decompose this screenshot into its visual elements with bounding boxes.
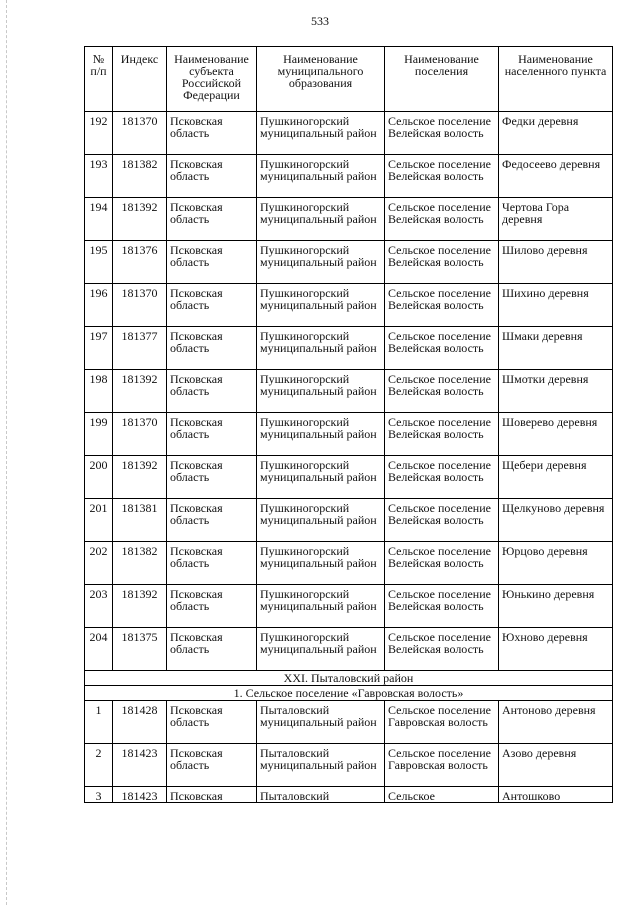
scan-edge-line — [6, 0, 8, 905]
cell-municipality: Пыталовский муниципальный район — [257, 701, 385, 744]
cell-subject: Псковская область — [167, 701, 257, 744]
cell-municipality: Пушкиногорский муниципальный район — [257, 628, 385, 671]
cell-index: 181370 — [113, 413, 167, 456]
cell-num: 2 — [85, 744, 113, 787]
cell-municipality: Пушкиногорский муниципальный район — [257, 284, 385, 327]
cell-municipality: Пушкиногорский муниципальный район — [257, 456, 385, 499]
cell-subject: Псковская область — [167, 585, 257, 628]
cell-settlement: Сельское — [385, 787, 499, 803]
cell-settlement: Сельское поселение Велейская волость — [385, 327, 499, 370]
cell-index: 181423 — [113, 744, 167, 787]
cell-municipality: Пушкиногорский муниципальный район — [257, 241, 385, 284]
cell-index: 181370 — [113, 284, 167, 327]
table-header-row — [85, 47, 613, 112]
section-row-district — [85, 671, 613, 686]
cell-subject: Псковская область — [167, 284, 257, 327]
cell-index: 181392 — [113, 370, 167, 413]
cell-locality: Антоново деревня — [499, 701, 613, 744]
cell-settlement: Сельское поселение Велейская волость — [385, 542, 499, 585]
cell-subject: Псковская область — [167, 112, 257, 155]
cell-subject: Псковская — [167, 787, 257, 803]
cell-num: 198 — [85, 370, 113, 413]
cell-settlement: Сельское поселение Велейская волость — [385, 284, 499, 327]
cell-index: 181381 — [113, 499, 167, 542]
cell-num: 193 — [85, 155, 113, 198]
cell-locality: Федосеево деревня — [499, 155, 613, 198]
section-settlement-title: 1. Сельское поселение «Гавровская волость» — [85, 686, 613, 701]
cell-index: 181392 — [113, 585, 167, 628]
header-num: № п/п — [85, 47, 113, 112]
table-body-velei — [85, 112, 613, 671]
cell-municipality: Пушкиногорский муниципальный район — [257, 585, 385, 628]
table-row — [85, 112, 613, 155]
cell-locality: Чертова Гора деревня — [499, 198, 613, 241]
cell-settlement: Сельское поселение Гавровская волость — [385, 701, 499, 744]
table-section-headers — [85, 671, 613, 701]
cell-subject: Псковская область — [167, 413, 257, 456]
cell-subject: Псковская область — [167, 499, 257, 542]
header-municipality: Наименование муниципального образования — [257, 47, 385, 112]
cell-num: 202 — [85, 542, 113, 585]
table-row — [85, 284, 613, 327]
cell-num: 195 — [85, 241, 113, 284]
table-row — [85, 198, 613, 241]
cell-locality: Шмотки деревня — [499, 370, 613, 413]
cell-locality: Федки деревня — [499, 112, 613, 155]
cell-num: 196 — [85, 284, 113, 327]
table-row — [85, 701, 613, 744]
table-row — [85, 787, 613, 803]
cell-subject: Псковская область — [167, 744, 257, 787]
cell-subject: Псковская область — [167, 198, 257, 241]
cell-num: 203 — [85, 585, 113, 628]
header-index: Индекс — [113, 47, 167, 112]
cell-locality: Юнькино деревня — [499, 585, 613, 628]
cell-num: 197 — [85, 327, 113, 370]
cell-subject: Псковская область — [167, 327, 257, 370]
cell-locality: Щебери деревня — [499, 456, 613, 499]
cell-num: 1 — [85, 701, 113, 744]
cell-index: 181375 — [113, 628, 167, 671]
cell-index: 181423 — [113, 787, 167, 803]
cell-locality: Азово деревня — [499, 744, 613, 787]
cell-settlement: Сельское поселение Велейская волость — [385, 628, 499, 671]
cell-num: 204 — [85, 628, 113, 671]
section-row-settlement — [85, 686, 613, 701]
cell-settlement: Сельское поселение Велейская волость — [385, 456, 499, 499]
cell-num: 194 — [85, 198, 113, 241]
cell-municipality: Пушкиногорский муниципальный район — [257, 499, 385, 542]
table-row — [85, 542, 613, 585]
cell-locality: Шмаки деревня — [499, 327, 613, 370]
table-row — [85, 327, 613, 370]
cell-municipality: Пушкиногорский муниципальный район — [257, 327, 385, 370]
cell-subject: Псковская область — [167, 542, 257, 585]
table-row — [85, 585, 613, 628]
table-row — [85, 155, 613, 198]
cell-subject: Псковская область — [167, 628, 257, 671]
cell-settlement: Сельское поселение Гавровская волость — [385, 744, 499, 787]
cell-settlement: Сельское поселение Велейская волость — [385, 198, 499, 241]
table-row — [85, 499, 613, 542]
cell-index: 181428 — [113, 701, 167, 744]
cell-subject: Псковская область — [167, 155, 257, 198]
section-district-title: XXI. Пыталовский район — [85, 671, 613, 686]
table-row — [85, 370, 613, 413]
header-locality: Наименование населенного пункта — [499, 47, 613, 112]
cell-municipality: Пушкиногорский муниципальный район — [257, 155, 385, 198]
table-row — [85, 744, 613, 787]
cell-municipality: Пушкиногорский муниципальный район — [257, 370, 385, 413]
cell-municipality: Пыталовский — [257, 787, 385, 803]
cell-locality: Антошково — [499, 787, 613, 803]
table-row — [85, 628, 613, 671]
page-number: 533 — [311, 14, 329, 28]
cell-municipality: Пушкиногорский муниципальный район — [257, 413, 385, 456]
header-subject: Наименование субъекта Российской Федерации — [167, 47, 257, 112]
cell-municipality: Пушкиногорский муниципальный район — [257, 198, 385, 241]
cell-locality: Юхново деревня — [499, 628, 613, 671]
cell-municipality: Пыталовский муниципальный район — [257, 744, 385, 787]
settlements-table — [84, 46, 613, 803]
cell-num: 200 — [85, 456, 113, 499]
cell-locality: Щелкуново деревня — [499, 499, 613, 542]
cell-index: 181392 — [113, 456, 167, 499]
cell-settlement: Сельское поселение Велейская волость — [385, 499, 499, 542]
cell-num: 201 — [85, 499, 113, 542]
table-row — [85, 456, 613, 499]
cell-settlement: Сельское поселение Велейская волость — [385, 585, 499, 628]
table-row — [85, 413, 613, 456]
cell-index: 181376 — [113, 241, 167, 284]
cell-index: 181377 — [113, 327, 167, 370]
cell-municipality: Пушкиногорский муниципальный район — [257, 542, 385, 585]
cell-subject: Псковская область — [167, 370, 257, 413]
cell-index: 181382 — [113, 155, 167, 198]
cell-index: 181382 — [113, 542, 167, 585]
table-body-gavrov — [85, 701, 613, 803]
cell-settlement: Сельское поселение Велейская волость — [385, 241, 499, 284]
cell-settlement: Сельское поселение Велейская волость — [385, 370, 499, 413]
cell-locality: Шоверево деревня — [499, 413, 613, 456]
cell-num: 192 — [85, 112, 113, 155]
cell-municipality: Пушкиногорский муниципальный район — [257, 112, 385, 155]
cell-locality: Шихино деревня — [499, 284, 613, 327]
cell-settlement: Сельское поселение Велейская волость — [385, 413, 499, 456]
header-settlement: Наименование поселения — [385, 47, 499, 112]
table-row — [85, 241, 613, 284]
cell-subject: Псковская область — [167, 456, 257, 499]
cell-num: 3 — [85, 787, 113, 803]
cell-settlement: Сельское поселение Велейская волость — [385, 112, 499, 155]
cell-locality: Шилово деревня — [499, 241, 613, 284]
cell-index: 181370 — [113, 112, 167, 155]
cell-num: 199 — [85, 413, 113, 456]
cell-settlement: Сельское поселение Велейская волость — [385, 155, 499, 198]
cell-subject: Псковская область — [167, 241, 257, 284]
cell-locality: Юрцово деревня — [499, 542, 613, 585]
cell-index: 181392 — [113, 198, 167, 241]
